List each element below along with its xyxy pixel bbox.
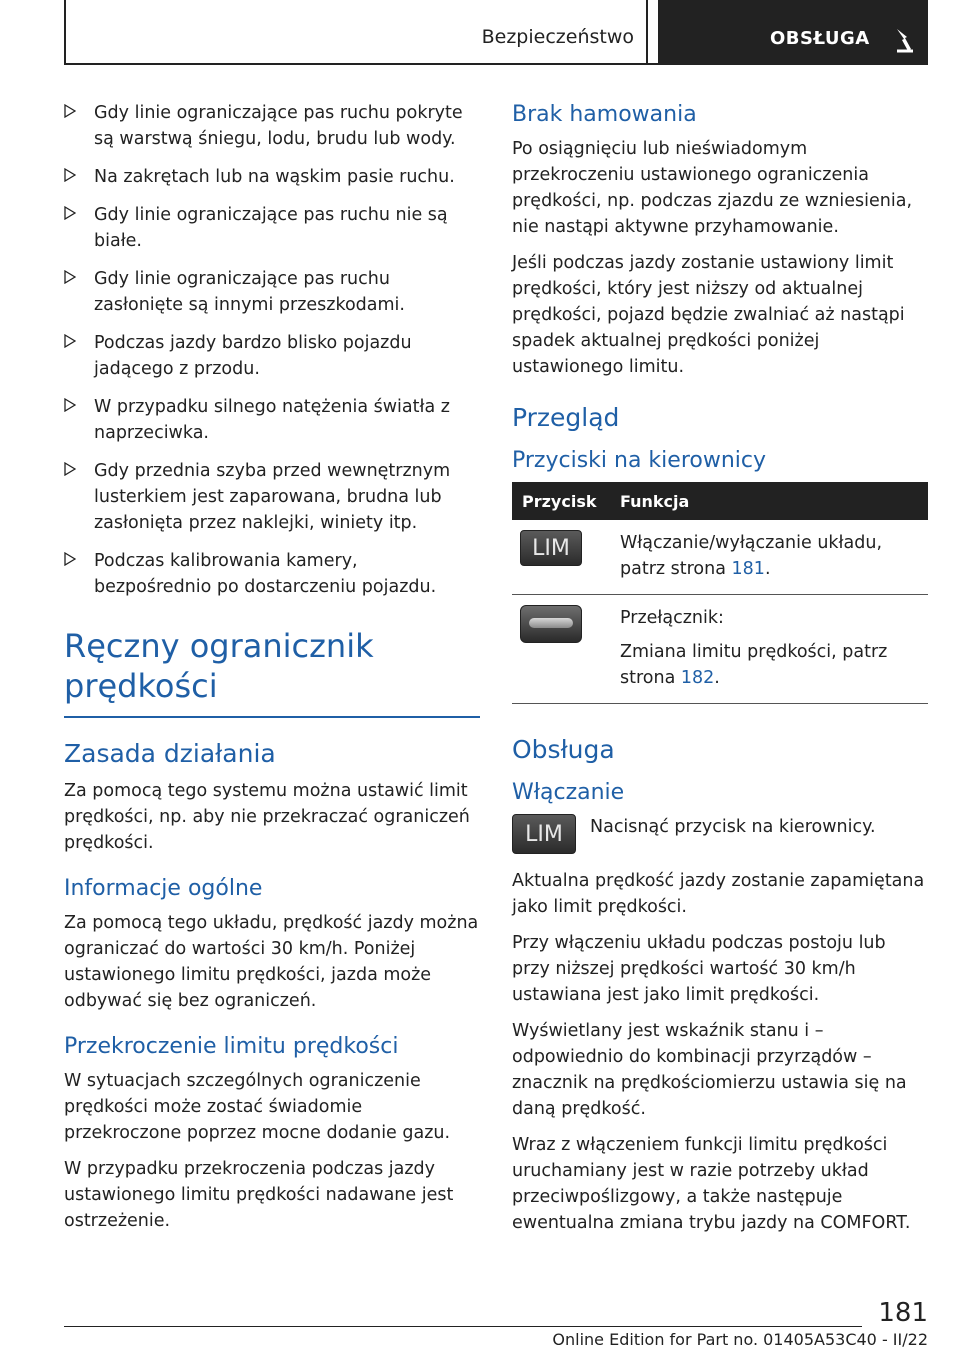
- press-text: Nacisnąć przycisk na kierownicy.: [590, 817, 876, 837]
- list-item: W przypadku silnego natężenia światła z naprzeciwka.: [64, 394, 480, 446]
- przeglad-heading: Przegląd: [512, 403, 620, 432]
- info-heading: Informacje ogólne: [64, 875, 263, 901]
- lim-button-icon: LIM: [512, 814, 576, 854]
- exceed-text-1: W sytuacjach szczególnych ograniczenie prędkości może zostać świadomie przekroczone poprzez mocne dodanie gazu.: [64, 1070, 451, 1143]
- buttons-heading: Przyciski na kierownicy: [512, 448, 766, 473]
- brak-text-2: Jeśli podczas jazdy zostanie ustawiony limit prędkości, który jest niższy od aktualnej prędkości, pojazd będzie zwalniać aż nastąpi spadek aktualnej prędkości poniżej ustawionego limitu.: [512, 253, 905, 377]
- footer-edition: Online Edition for Part no. 01405A53C40 - II/22: [552, 1330, 928, 1349]
- list-item: Gdy linie ograniczające pas ruchu zasłonięte są innymi przeszkodami.: [64, 266, 480, 318]
- list-item: Gdy przednia szyba przed wewnętrznym lusterkiem jest zaparowana, brudna lub zasłonięta przez naklejki, winiety itp.: [64, 458, 480, 536]
- lim-button-icon: LIM: [520, 530, 582, 566]
- column-header-function: Funkcja: [610, 482, 928, 520]
- bullet-triangle-icon: [64, 168, 76, 182]
- header-rule: [64, 63, 928, 65]
- table-row: Przełącznik: Zmiana limitu prędkości, patrz strona 182.: [512, 595, 928, 704]
- table-row: LIM Włączanie/wyłączanie układu, patrz strona 181.: [512, 520, 928, 595]
- header-section-label: Bezpieczeństwo: [481, 26, 634, 48]
- right-column: [512, 100, 928, 1246]
- list-item: Na zakrętach lub na wąskim pasie ruchu.: [64, 164, 480, 190]
- brak-text-1: Po osiągnięciu lub nieświadomym przekroczeniu ustawionego ograniczenia prędkości, np. podczas zjazdu ze wzniesienia, nie nastąpi aktywne przyhamowanie.: [512, 139, 913, 237]
- section-title: Ręczny ogranicznik prędkości: [64, 627, 374, 705]
- paragraph: Aktualna prędkość jazdy zostanie zapamiętana jako limit prędkości.: [512, 871, 925, 917]
- list-item: Gdy linie ograniczające pas ruchu pokryte są warstwą śniegu, lodu, brudu lub wody.: [64, 100, 480, 152]
- press-instruction: [512, 814, 928, 854]
- paragraph: Wyświetlany jest wskaźnik stanu i – odpowiednio do kombinacji przyrządów – znacznik na prędkościomierzu ustawia się na daną prędkość.: [512, 1021, 907, 1119]
- section-title-rule: [64, 716, 480, 718]
- list-item: Podczas kalibrowania kamery, bezpośrednio po dostarczeniu pojazdu.: [64, 548, 480, 600]
- page-link-181[interactable]: 181: [731, 559, 765, 579]
- obsluga-heading: Obsługa: [512, 735, 615, 764]
- list-item: Podczas jazdy bardzo blisko pojazdu jadącego z przodu.: [64, 330, 480, 382]
- row2-text-1: Przełącznik:: [620, 608, 724, 628]
- exceed-heading: Przekroczenie limitu prędkości: [64, 1033, 399, 1059]
- list-item: Gdy linie ograniczające pas ruchu nie są białe.: [64, 202, 480, 254]
- header-chapter-label: OBSŁUGA: [770, 28, 870, 49]
- buttons-table: [512, 482, 928, 704]
- bullet-triangle-icon: [64, 104, 76, 118]
- row1-text: Włączanie/wyłączanie układu, patrz strona: [620, 533, 883, 579]
- bullet-triangle-icon: [64, 552, 76, 566]
- info-text: Za pomocą tego układu, prędkość jazdy można ograniczać do wartości 30 km/h. Poniżej ustawionego limitu prędkości, jazda może odbywać się bez ograniczeń.: [64, 912, 479, 1011]
- paragraph: Wraz z włączeniem funkcji limitu prędkości uruchamiany jest w razie potrzeby układ przeciwpoślizgowy, a także następuje ewentualna zmiana trybu jazdy na COMFORT.: [512, 1135, 911, 1233]
- pointer-hand-icon: [894, 27, 916, 53]
- column-header-button: Przycisk: [512, 482, 610, 520]
- bullet-triangle-icon: [64, 462, 76, 476]
- zasada-text: Za pomocą tego systemu można ustawić limit prędkości, np. aby nie przekraczać ograniczeń prędkości.: [64, 780, 470, 853]
- header-section-tab: [64, 0, 648, 63]
- bullet-triangle-icon: [64, 334, 76, 348]
- bullet-triangle-icon: [64, 206, 76, 220]
- page-number: 181: [878, 1298, 928, 1328]
- zasada-heading: Zasada działania: [64, 738, 276, 768]
- left-column: [64, 100, 480, 1244]
- page-link-182[interactable]: 182: [680, 668, 715, 688]
- rocker-switch-icon: [520, 605, 582, 643]
- brak-heading: Brak hamowania: [512, 102, 697, 127]
- wlaczanie-heading: Włączanie: [512, 780, 625, 805]
- table-header-row: [512, 482, 928, 520]
- row2-text-2: Zmiana limitu prędkości, patrz strona: [620, 642, 888, 688]
- header-chapter-tab: [658, 0, 928, 63]
- bullet-triangle-icon: [64, 270, 76, 284]
- conditions-list: [64, 100, 480, 600]
- bullet-triangle-icon: [64, 398, 76, 412]
- footer-rule: [64, 1326, 862, 1327]
- exceed-text-2: W przypadku przekroczenia podczas jazdy ustawionego limitu prędkości nadawane jest ostrzeżenie.: [64, 1158, 454, 1231]
- paragraph: Przy włączeniu układu podczas postoju lub przy niższej prędkości wartość 30 km/h ustawiana jest jako limit prędkości.: [512, 933, 886, 1005]
